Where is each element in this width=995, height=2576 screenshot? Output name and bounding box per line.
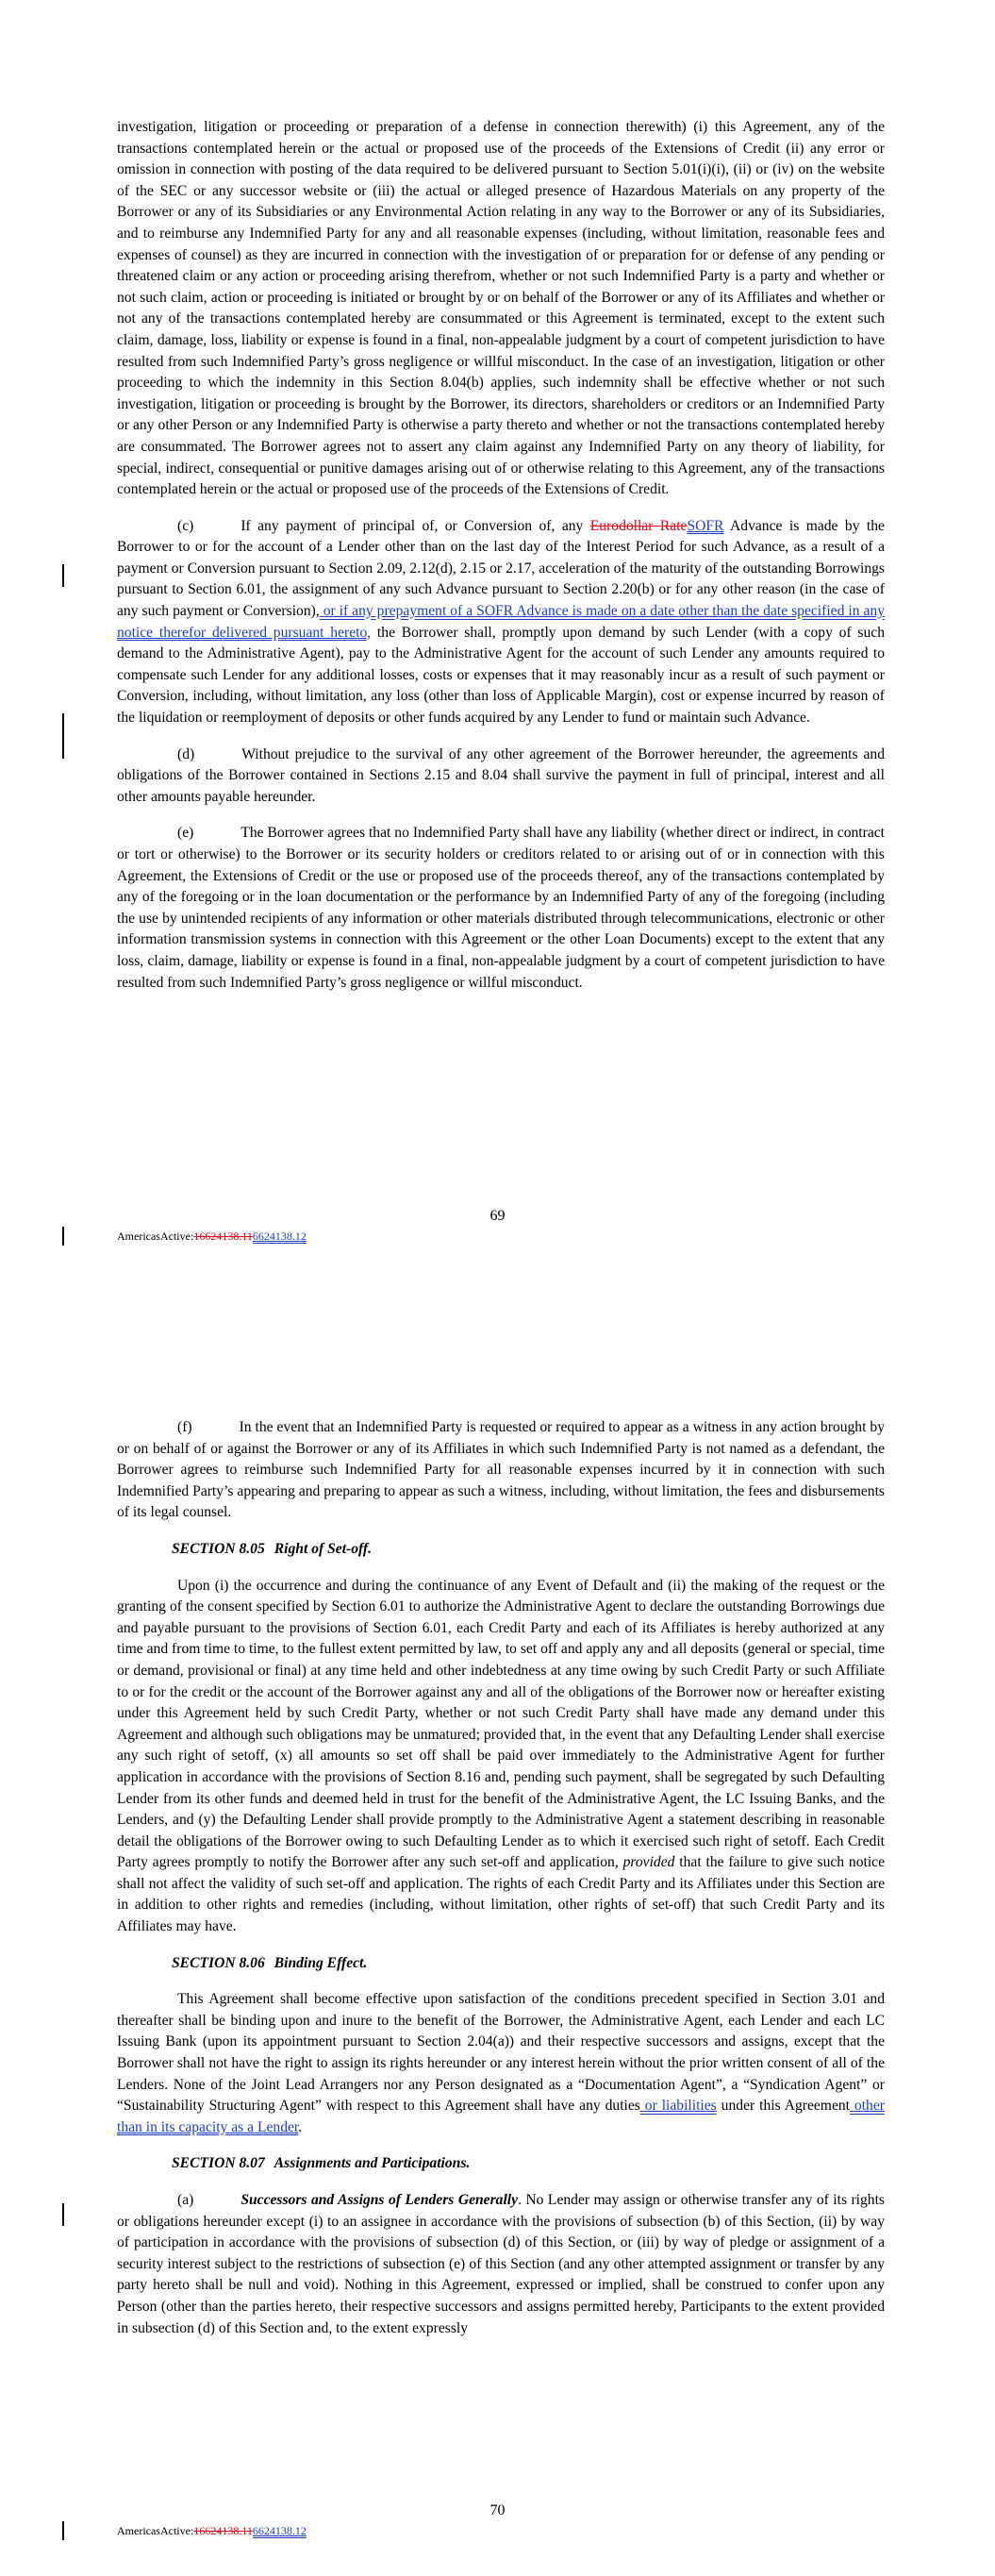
paragraph-c-label: (c): [177, 517, 194, 534]
paragraph-e: (e) The Borrower agrees that no Indemnified Party shall have any liability (whether direct or indirect, in contract or tort or otherwise) to the Borrower or its security holders or creditors related to or arising out of or in connection with this Agreement, the Extensions of Credit or the use or proposed use of the proceeds thereof, any of the transactions contemplated by any of the foregoing or in the loan documentation or the performance by an Indemnified Party of any of the foregoing (including the use by unintended recipients of any information or other materials distributed through telecommunications, electronic or other information transmission systems in connection with this Agreement or the other Loan Documents) except to the extent that any loss, claim, damage, liability or expense is found in a final, non-appealable judgment by a court of competent jurisdiction to have resulted from such Indemnified Party’s gross negligence or willful misconduct.: [117, 825, 885, 991]
document-footer: AmericasActive:16624138.116624138.12: [117, 2524, 307, 2537]
paragraph-a: (a) Successors and Assigns of Lenders Generally. No Lender may assign or otherwise transfer any of its rights or obligations hereunder except (i) to an assignee in accordance with the provisions of subsection (b) of this Section, (ii) by way of participation in accordance with the provisions of subsection (d) of this Section, or (iii) by way of pledge or assignment of a security interest subject to the restrictions of subsection (e) of this Section (and any other attempted assignment or transfer by any party hereto shall be null and void). Nothing in this Agreement, expressed or implied, shall be construed to confer upon any Person (other than the parties hereto, their respective successors and assigns permitted hereby, Participants to the extent provided in subsection (d) of this Section and, to the extent expressly: [117, 2192, 885, 2336]
footer-deleted-id: 16624138.11: [193, 1229, 253, 1243]
change-bar: [62, 2521, 64, 2540]
section-8-05-text: Upon (i) the occurrence and during the continuance of any Event of Default and (ii) the making of the request or the granting of the consent specified by Section 6.01 to authorize the Administrative Agent to declare the outstanding Borrowings due and payable pursuant to the provisions of Section 6.01, each Credit Party and each of its Affiliates is hereby authorized at any time and from time to time, to the fullest extent permitted by law, to set off and apply any and all deposits (general or special, time or demand, provisional or final) at any time held and other indebtedness at any time owing by such Credit Party or such Affiliate to or for the credit or the account of the Borrower against any and all of the obligations of the Borrower now or hereafter existing under this Agreement held by such Credit Party, whether or not such Credit Party shall have made any demand under this Agreement and although such obligations may be unmatured; provided that, in the event that any Defaulting Lender shall exercise any such right of setoff, (x) all amounts so set off shall be paid over immediately to the Administrative Agent for further application in accordance with the provisions of Section 8.16 and, pending such payment, shall be segregated by such Defaulting Lender from its other funds and deemed held in trust for the benefit of the Administrative Agent, the LC Issuing Banks, and the Lenders, and (y) the Defaulting Lender shall provide promptly to the Administrative Agent a statement describing in reasonable detail the obligations of the Borrower owing to such Defaulting Lender as to which it exercised such right of setoff. Each Credit Party agrees promptly to notify the Borrower after any such set-off and application, provided that the failure to give such notice shall not affect the validity of such set-off and application. The rights of each Credit Party and its Affiliates under this Section are in addition to other rights and remedies (including, without limitation, other rights of set-off) that such Credit Party and its Affiliates may have.: [117, 1577, 886, 1935]
page-number: 70: [489, 2502, 506, 2518]
paragraph-d: (d) Without prejudice to the survival of any other agreement of the Borrower hereunder, the agreements and obligations of the Borrower contained in Sections 2.15 and 8.04 shall survive the payment in full of principal, interest and all other amounts payable hereunder.: [117, 745, 885, 805]
insertion-or-liabilities: or liabilities: [639, 2098, 717, 2115]
paragraph-c: (c) If any payment of principal of, or Conversion of, any Eurodollar RateSOFR Advance is made by the Borrower to or for the account of a Lender other than on the last day of the Interest Period for such Advance, as a result of a payment or Conversion pursuant to Section 2.09, 2.12(d), 2.15 or 2.17, acceleration of the maturity of the outstanding Borrowings pursuant to Section 6.01, the assignment of any such Advance pursuant to Section 2.20(b) or for any other reason (in the case of any such payment or Conversion), or if any prepayment of a SOFR Advance is made on a date other than the date specified in any notice therefor delivered pursuant hereto, the Borrower shall, promptly upon demand by such Lender (with a copy of such demand to the Administrative Agent), pay to the Administrative Agent for the account of such Lender any amounts required to compensate such Lender for any additional losses, costs or expenses that it may reasonably incur as a result of such payment or Conversion, including, without limitation, any loss (other than loss of Applicable Margin), cost or expense incurred by reason of the liquidation or reemployment of deposits or other funds acquired by any Lender to fund or maintain such Advance.: [117, 517, 886, 727]
footer-inserted-id: 6624138.12: [252, 1229, 307, 1243]
insertion-sofr: SOFR: [687, 517, 724, 534]
change-bar: [62, 564, 64, 587]
deletion-eurodollar-rate: Eurodollar Rate: [589, 517, 688, 534]
page-70-body: [117, 1417, 885, 2354]
indemnity-continuation-paragraph: investigation, litigation or proceeding or preparation of a defense in connection therewith) (i) this Agreement, any of the transactions contemplated herein or the actual or proposed use of the proceeds of the Extensions of Credit (ii) any error or omission in connection with posting of the data required to be delivered pursuant to Section 5.01(i)(i), (ii) or (iv) on the website of the SEC or any successor website or (iii) the actual or alleged presence of Hazardous Materials on any property of the Borrower or any of its Subsidiaries or any Environmental Action relating in any way to the Borrower or any of its Subsidiaries, and to reimburse any Indemnified Party for any and all reasonable expenses (including, without limitation, reasonable fees and expenses of counsel) as they are incurred in connection with the investigation of or preparation for or defense of any pending or threatened claim or any action or proceeding arising therefrom, whether or not such Indemnified Party is a party and whether or not such claim, action or proceeding is initiated or brought by or on behalf of the Borrower or any of its Affiliates and whether or not any of the transactions contemplated hereby are consummated or this Agreement is terminated, except to the extent such claim, damage, loss, liability or expense is found in a final, non-appealable judgment by a court of competent jurisdiction to have resulted from such Indemnified Party’s gross negligence or willful misconduct. In the case of an investigation, litigation or other proceeding to which the indemnity in this Section 8.04(b) applies, such indemnity shall be effective whether or not such investigation, litigation or proceeding is brought by the Borrower, its directors, shareholders or creditors or an Indemnified Party or any other Person or any Indemnified Party is otherwise a party thereto and whether or not the transactions contemplated hereby are consummated. The Borrower agrees not to assert any claim against any Indemnified Party on any theory of liability, for special, indirect, consequential or punitive damages arising out of or otherwise relating to this Agreement, any of the transactions contemplated herein or the actual or proposed use of the proceeds of the Extensions of Credit.: [117, 119, 885, 498]
change-bar: [62, 1227, 64, 1246]
section-8-07-heading: SECTION 8.07 Assignments and Participations.: [172, 2155, 471, 2172]
paragraph-a-label: (a): [177, 2192, 194, 2208]
page-number: 69: [489, 1208, 506, 1224]
change-bar: [62, 713, 64, 759]
document-footer: AmericasActive:16624138.116624138.12: [117, 1229, 307, 1243]
insertion-prepayment-clause: or if any prepayment of a SOFR Advance is made on a date other than the date specified in any notice therefor delivered pursuant hereto,: [117, 603, 885, 641]
section-8-06-text: This Agreement shall become effective upon satisfaction of the conditions precedent specified in Section 3.01 and thereafter shall be binding upon and inure to the benefit of the Borrower, the Administrative Agent, each Lender and each LC Issuing Bank (upon its appointment pursuant to Section 2.04(a)) and their respective successors and assigns, except that the Borrower shall not have the right to assign its rights hereunder or any interest herein without the prior written consent of all of the Lenders. None of the Joint Lead Arrangers nor any Person designated as a “Documentation Agent”, a “Syndication Agent” or “Sustainability Structuring Agent” with respect to this Agreement shall have any duties or liabilities under this Agreement other than in its capacity as a Lender.: [117, 1991, 885, 2135]
footer-deleted-id: 16624138.11: [193, 2524, 253, 2537]
paragraph-f-label: (f): [177, 1419, 192, 1435]
section-8-06-heading: SECTION 8.06 Binding Effect.: [172, 1954, 368, 1971]
footer-inserted-id: 6624138.12: [252, 2524, 307, 2537]
page-69-body: [117, 117, 885, 1009]
change-bar: [62, 2203, 64, 2226]
paragraph-d-label: (d): [177, 745, 195, 762]
paragraph-e-label: (e): [177, 825, 194, 842]
insertion-capacity-as-lender: other than in its capacity as a Lender: [117, 2098, 885, 2135]
paragraph-f: (f) In the event that an Indemnified Party is requested or required to appear as a witness in any action brought by or on behalf of or against the Borrower or any of its Affiliates in which such Indemnified Party is not named as a defendant, the Borrower agrees to reimburse such Indemnified Party for all reasonable expenses incurred by it in connection with such Indemnified Party’s appearing and preparing to appear as such a witness, including, without limitation, the fees and disbursements of its legal counsel.: [117, 1419, 885, 1521]
section-8-05-heading: SECTION 8.05 Right of Set-off.: [172, 1540, 373, 1557]
